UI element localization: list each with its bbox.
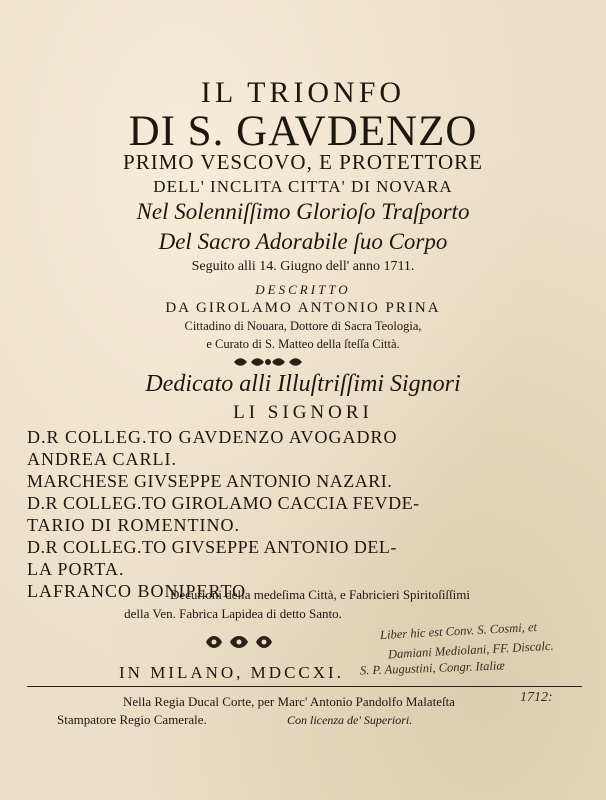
dedicatee-8: LAFRANCO BONIPERTO: [27, 581, 247, 601]
imprint-line-2: Stampatore Regio Camerale.: [57, 712, 207, 727]
imprint-license: Con licenza de' Superiori.: [287, 713, 413, 727]
fleuron-ornament: [231, 356, 305, 368]
dedication-line-1: Dedicato alli Illuſtriſſimi Signori: [145, 371, 461, 397]
title-line-5: Nel Solenniſſimo Glorioſo Traſporto: [136, 199, 470, 224]
imprint-line-1: Nella Regia Ducal Corte, per Marc' Antonio Pandolfo Malateſta: [123, 694, 455, 709]
descritto-label: DESCRITTO: [255, 282, 351, 297]
author-line-1: Cittadino di Nouara, Dottore di Sacra Teologia,: [184, 319, 422, 333]
title-line-3: PRIMO VESCOVO, E PROTETTORE: [123, 150, 483, 174]
dedication-line-2: LI SIGNORI: [233, 402, 373, 423]
title-line-4: DELL' INCLITA CITTA' DI NOVARA: [153, 177, 453, 196]
dedication-closing-1: Decurioni della medeſima Città, e Fabricieri Spiritoſiſſimi: [169, 587, 470, 602]
dedicatee-1: D.R COLLEG.TO GAVDENZO AVOGADRO: [27, 427, 398, 447]
dedication-closing-2: della Ven. Fabrica Lapidea di detto Santo.: [124, 606, 342, 621]
title-line-6: Del Sacro Adorabile ſuo Corpo: [158, 229, 448, 254]
dedicatee-6: D.R COLLEG.TO GIVSEPPE ANTONIO DEL-: [27, 537, 397, 557]
fleuron-ornament-large: [204, 633, 274, 651]
title-line-7: Seguito alli 14. Giugno dell' anno 1711.: [191, 259, 415, 274]
manuscript-year: 1712:: [520, 690, 553, 705]
manuscript-line-1: Liber hic est Conv. S. Cosmi, et: [379, 619, 538, 643]
imprint-city: IN MILANO, MDCCXI.: [119, 663, 344, 682]
dedicatee-2: ANDREA CARLI.: [27, 449, 178, 469]
dedicatee-5: TARIO DI ROMENTINO.: [27, 515, 241, 535]
title-line-1: IL TRIONFO: [200, 76, 406, 109]
imprint-rule: [27, 686, 582, 687]
dedicatee-3: MARCHESE GIVSEPPE ANTONIO NAZARI.: [27, 471, 393, 491]
manuscript-line-2: Damiani Mediolani, FF. Discalc.: [387, 638, 554, 662]
author-name: DA GIROLAMO ANTONIO PRINA: [165, 300, 441, 316]
title-line-2: DI S. GAVDENZO: [128, 108, 478, 155]
dedicatee-7: LA PORTA.: [27, 559, 125, 579]
manuscript-line-3: S. P. Augustini, Congr. Italiæ: [359, 658, 505, 678]
dedicatee-4: D.R COLLEG.TO GIROLAMO CACCIA FEVDE-: [27, 493, 420, 513]
author-line-2: e Curato di S. Matteo della ſteſſa Città.: [206, 337, 400, 351]
